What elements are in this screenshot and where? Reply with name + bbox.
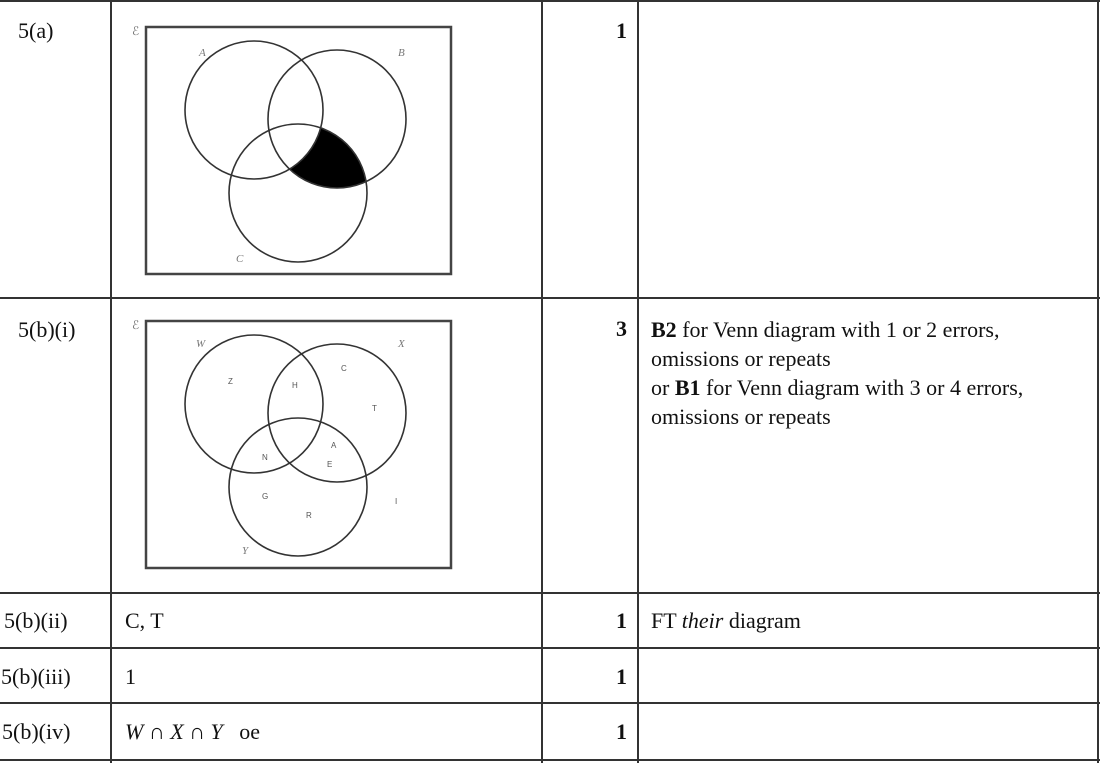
element-x-only-1: C bbox=[341, 364, 347, 373]
element-y-only-1: G bbox=[262, 492, 269, 501]
set-label-y: Y bbox=[242, 545, 249, 557]
question-number: 5(b)(ii) bbox=[4, 608, 68, 633]
element-w-and-x: H bbox=[292, 381, 298, 390]
circle-set-a bbox=[185, 41, 323, 179]
table-border-bottom bbox=[0, 759, 1100, 761]
answer-text: C, T bbox=[125, 608, 164, 633]
set-label-w: W bbox=[196, 338, 206, 350]
row-divider-2 bbox=[0, 592, 1100, 594]
element-w-and-y: N bbox=[262, 453, 268, 462]
mark-value: 1 bbox=[616, 719, 627, 744]
guidance-line-1 bbox=[651, 315, 1023, 344]
question-number: 5(b)(iii) bbox=[1, 664, 71, 689]
element-y-only-2: R bbox=[306, 511, 312, 520]
guidance-b1-text: for Venn diagram with 3 or 4 errors, bbox=[700, 375, 1024, 400]
mark-value: 3 bbox=[616, 316, 627, 341]
column-divider-answer bbox=[541, 0, 543, 763]
guidance-diagram: diagram bbox=[723, 608, 801, 633]
guidance-ft: FT bbox=[651, 608, 682, 633]
mark-value: 1 bbox=[616, 18, 627, 43]
mark-value: 1 bbox=[616, 608, 627, 633]
answer-suffix-oe: oe bbox=[239, 719, 261, 744]
element-outside: I bbox=[395, 497, 398, 506]
table-border-top bbox=[0, 0, 1100, 2]
column-divider-question bbox=[110, 0, 112, 763]
set-label-b: B bbox=[398, 47, 405, 59]
row-divider-3 bbox=[0, 647, 1100, 649]
guidance-text bbox=[651, 315, 1023, 431]
universal-set-symbol: ℰ bbox=[132, 24, 140, 38]
element-w-only: Z bbox=[228, 377, 233, 386]
answer-expression bbox=[125, 719, 260, 745]
guidance-line-2: omissions or repeats bbox=[651, 346, 831, 371]
mark-code-b2: B2 bbox=[651, 317, 677, 342]
element-x-only-2: T bbox=[372, 404, 377, 413]
venn-diagram-5bi bbox=[124, 312, 464, 574]
circle-set-x bbox=[268, 344, 406, 482]
guidance-line-4: omissions or repeats bbox=[651, 404, 831, 429]
question-number: 5(b)(iv) bbox=[2, 719, 71, 744]
set-label-a: A bbox=[199, 47, 206, 59]
column-divider-marks bbox=[637, 0, 639, 763]
set-label-x: X bbox=[398, 338, 405, 350]
guidance-or: or bbox=[651, 375, 675, 400]
shaded-region-b-and-c-not-a bbox=[124, 18, 464, 280]
set-label-c: C bbox=[236, 253, 244, 265]
element-x-and-y-1: A bbox=[331, 441, 337, 450]
element-x-and-y-2: E bbox=[327, 460, 333, 469]
row-divider-1 bbox=[0, 297, 1100, 299]
circle-set-y bbox=[229, 418, 367, 556]
mark-value: 1 bbox=[616, 664, 627, 689]
answer-text: 1 bbox=[125, 664, 136, 689]
set-intersection-expression: W ∩ X ∩ Y bbox=[125, 719, 223, 744]
guidance-b2-text: for Venn diagram with 1 or 2 errors, bbox=[676, 317, 1000, 342]
question-number: 5(a) bbox=[18, 18, 54, 43]
venn-diagram-5a bbox=[124, 18, 464, 280]
circle-set-w bbox=[185, 335, 323, 473]
guidance-text bbox=[651, 608, 801, 634]
universal-set-symbol: ℰ bbox=[132, 318, 140, 332]
universal-set-box bbox=[146, 321, 451, 568]
table-border-right bbox=[1097, 0, 1099, 763]
mark-code-b1: B1 bbox=[674, 375, 701, 400]
guidance-their: their bbox=[681, 608, 724, 633]
guidance-line-3 bbox=[651, 373, 1023, 402]
row-divider-4 bbox=[0, 702, 1100, 704]
question-number: 5(b)(i) bbox=[18, 317, 76, 342]
